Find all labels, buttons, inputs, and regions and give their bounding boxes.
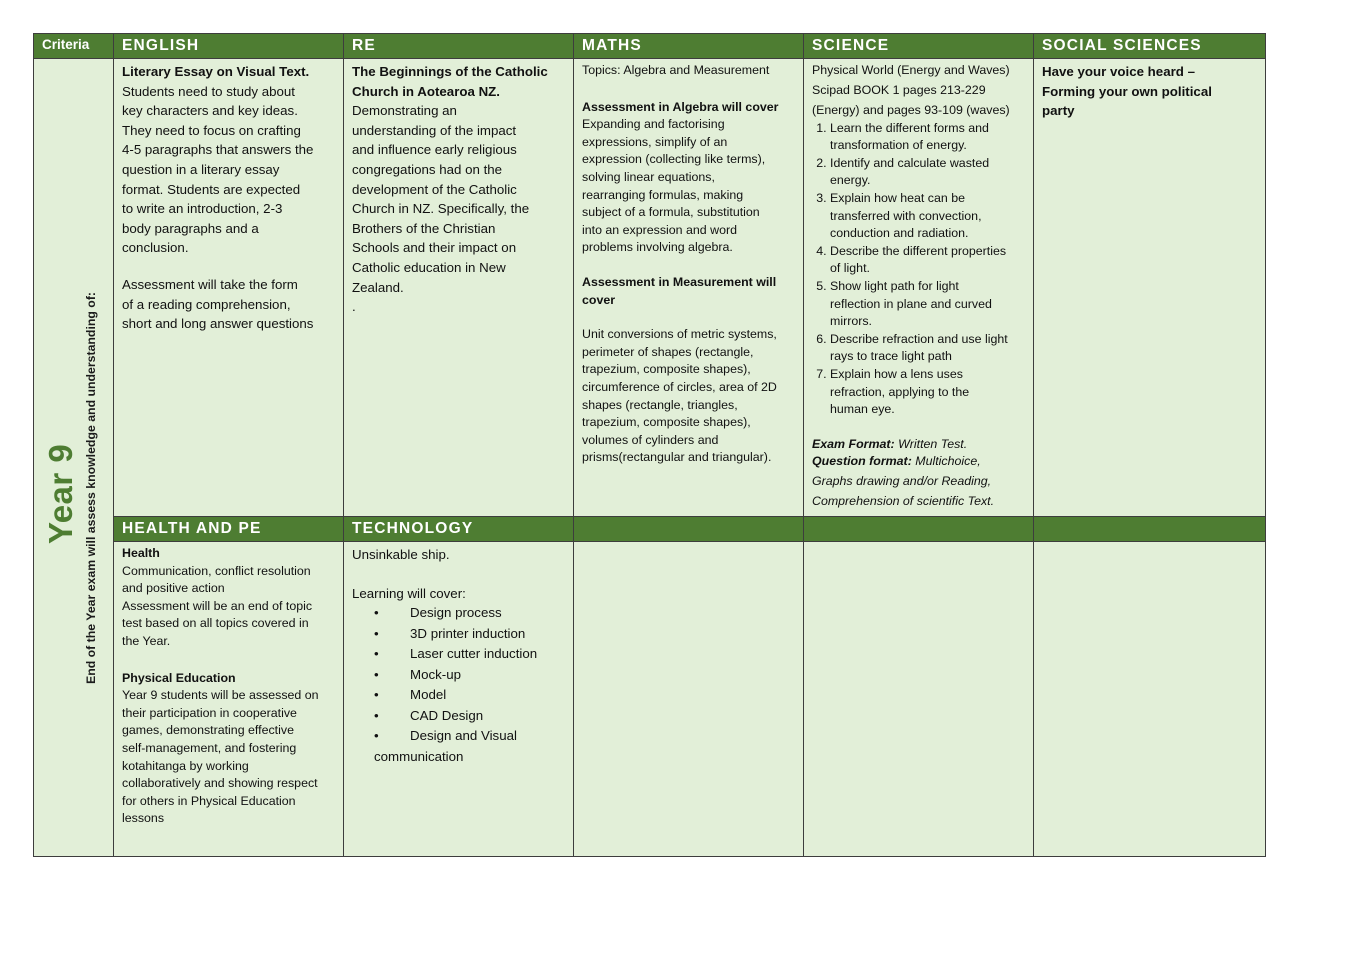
health-line: Communication, conflict resolution bbox=[122, 563, 311, 578]
list-item: • Model bbox=[374, 687, 447, 703]
science-cell bbox=[804, 59, 1034, 517]
english-line: Students need to study about bbox=[122, 83, 295, 99]
list-item: • Mock-up bbox=[374, 666, 461, 682]
re-line: Church in NZ. Specifically, the bbox=[352, 201, 530, 217]
empty-cell bbox=[1034, 542, 1266, 857]
list-item: 2. Identify and calculate wasted energy. bbox=[830, 155, 1025, 190]
health-line: test based on all topics covered in bbox=[122, 616, 309, 631]
maths-topics: Topics: Algebra and Measurement bbox=[582, 63, 770, 77]
english-assessment-line: short and long answer questions bbox=[122, 316, 314, 332]
social-title: Have your voice heard – bbox=[1042, 64, 1195, 79]
english-assessment-line: Assessment will take the form bbox=[122, 276, 298, 292]
re-line: Catholic education in New bbox=[352, 259, 506, 275]
pe-line: for others in Physical Education bbox=[122, 793, 296, 808]
english-line: to write an introduction, 2-3 bbox=[122, 201, 283, 217]
re-line: understanding of the impact bbox=[352, 122, 517, 138]
exam-overview-table bbox=[33, 33, 1266, 857]
english-line: 4-5 paragraphs that answers the bbox=[122, 142, 314, 158]
header-criteria: Criteria bbox=[34, 34, 114, 59]
maths-algebra-line: into an expression and word bbox=[582, 222, 737, 237]
header-health-pe: HEALTH AND PE bbox=[114, 517, 344, 542]
header-empty bbox=[574, 517, 804, 542]
list-item: • CAD Design bbox=[374, 707, 484, 723]
header-empty bbox=[1034, 517, 1266, 542]
technology-last-line: communication bbox=[374, 748, 464, 764]
maths-measurement-line: volumes of cylinders and bbox=[582, 432, 719, 447]
re-line: Demonstrating an bbox=[352, 103, 457, 119]
maths-algebra-line: problems involving algebra. bbox=[582, 240, 733, 255]
health-pe-cell bbox=[114, 542, 344, 857]
re-line: Schools and their impact on bbox=[352, 240, 517, 256]
pe-line: collaboratively and showing respect bbox=[122, 776, 318, 791]
english-assessment-line: of a reading comprehension, bbox=[122, 296, 291, 312]
technology-title: Unsinkable ship. bbox=[352, 547, 450, 562]
content-row-2 bbox=[34, 542, 1266, 857]
re-title: The Beginnings of the Catholic bbox=[352, 64, 548, 79]
science-exam-format: Exam Format: Written Test. bbox=[812, 436, 968, 451]
technology-list bbox=[352, 603, 565, 747]
science-title: Physical World (Energy and Waves) bbox=[812, 63, 1010, 77]
list-item: • Design process bbox=[374, 605, 502, 621]
re-line: development of the Catholic bbox=[352, 181, 517, 197]
re-line: Zealand. bbox=[352, 279, 404, 295]
year-label: Year 9 bbox=[42, 443, 79, 544]
empty-cell bbox=[574, 542, 804, 857]
list-item: 1. Learn the different forms and transformation of energy. bbox=[830, 120, 1025, 155]
maths-algebra-line: solving linear equations, bbox=[582, 169, 715, 184]
english-title: Literary Essay on Visual Text. bbox=[122, 64, 310, 79]
list-item: • Design and Visual bbox=[374, 728, 517, 744]
social-sciences-cell bbox=[1034, 59, 1266, 517]
re-dot: . bbox=[352, 299, 356, 315]
maths-cell bbox=[574, 59, 804, 517]
maths-measurement-line: perimeter of shapes (rectangle, bbox=[582, 344, 754, 359]
maths-measurement-line: shapes (rectangle, triangles, bbox=[582, 397, 738, 412]
maths-measurement-heading: cover bbox=[582, 292, 616, 307]
social-title: party bbox=[1042, 103, 1075, 119]
maths-algebra-heading: Assessment in Algebra will cover bbox=[582, 99, 779, 114]
technology-intro: Learning will cover: bbox=[352, 585, 466, 601]
list-item: 6. Describe refraction and use light rays to trace light path bbox=[830, 331, 1025, 366]
maths-algebra-line: Expanding and factorising bbox=[582, 117, 725, 132]
pe-line: lessons bbox=[122, 811, 165, 826]
header-technology: TECHNOLOGY bbox=[344, 517, 574, 542]
maths-algebra-line: rearranging formulas, making bbox=[582, 187, 744, 202]
list-item: 3. Explain how heat can be transferred with convection, conduction and radiation. bbox=[830, 190, 1025, 243]
english-line: format. Students are expected bbox=[122, 181, 301, 197]
re-line: congregations had on the bbox=[352, 161, 503, 177]
header-science: SCIENCE bbox=[804, 34, 1034, 59]
english-line: They need to focus on crafting bbox=[122, 122, 301, 138]
maths-algebra-line: expressions, simplify of an bbox=[582, 134, 728, 149]
re-line: Brothers of the Christian bbox=[352, 220, 496, 236]
header-social-sciences: SOCIAL SCIENCES bbox=[1034, 34, 1266, 59]
english-line: body paragraphs and a bbox=[122, 220, 259, 236]
english-line: key characters and key ideas. bbox=[122, 103, 298, 119]
list-item: • 3D printer induction bbox=[374, 625, 526, 641]
science-book-line: Scipad BOOK 1 pages 213-229 bbox=[812, 82, 986, 97]
header-re: RE bbox=[344, 34, 574, 59]
health-line: and positive action bbox=[122, 581, 225, 596]
pe-line: their participation in cooperative bbox=[122, 705, 297, 720]
maths-measurement-line: circumference of circles, area of 2D bbox=[582, 379, 777, 394]
header-english: ENGLISH bbox=[114, 34, 344, 59]
english-cell bbox=[114, 59, 344, 517]
health-heading: Health bbox=[122, 546, 160, 560]
list-item: 7. Explain how a lens uses refraction, applying to the human eye. bbox=[830, 366, 1025, 419]
header-maths: MATHS bbox=[574, 34, 804, 59]
re-cell bbox=[344, 59, 574, 517]
maths-measurement-line: trapezium, composite shapes), bbox=[582, 415, 751, 430]
pe-heading: Physical Education bbox=[122, 670, 236, 685]
list-item: 5. Show light path for light reflection in plane and curved mirrors. bbox=[830, 278, 1025, 331]
header-empty bbox=[804, 517, 1034, 542]
maths-algebra-line: expression (collecting like terms), bbox=[582, 152, 766, 167]
pe-line: games, demonstrating effective bbox=[122, 723, 294, 738]
pe-line: kotahitanga by working bbox=[122, 758, 249, 773]
science-book-line: (Energy) and pages 93-109 (waves) bbox=[812, 102, 1010, 117]
list-item: 4. Describe the different properties of light. bbox=[830, 243, 1025, 278]
health-line: the Year. bbox=[122, 633, 171, 648]
english-line: conclusion. bbox=[122, 240, 189, 256]
criteria-cell bbox=[34, 59, 114, 857]
pe-line: Year 9 students will be assessed on bbox=[122, 688, 319, 703]
content-row-1 bbox=[34, 59, 1266, 517]
english-line: question in a literary essay bbox=[122, 161, 280, 177]
science-objectives-list bbox=[812, 120, 1025, 419]
science-question-line: Comprehension of scientific Text. bbox=[812, 493, 995, 508]
header-row-2 bbox=[34, 517, 1266, 542]
maths-measurement-line: Unit conversions of metric systems, bbox=[582, 327, 777, 342]
list-item: • Laser cutter induction bbox=[374, 646, 538, 662]
criteria-note: End of the Year exam will assess knowledge and understanding of: bbox=[84, 291, 98, 684]
health-line: Assessment will be an end of topic bbox=[122, 598, 313, 613]
re-line: and influence early religious bbox=[352, 142, 517, 158]
science-question-line: Graphs drawing and/or Reading, bbox=[812, 473, 992, 488]
science-question-format: Question format: Multichoice, bbox=[812, 454, 981, 469]
maths-algebra-line: subject of a formula, substitution bbox=[582, 205, 760, 220]
maths-measurement-heading: Assessment in Measurement will bbox=[582, 274, 777, 289]
header-row bbox=[34, 34, 1266, 59]
maths-measurement-line: trapezium, composite shapes), bbox=[582, 362, 751, 377]
social-title: Forming your own political bbox=[1042, 83, 1212, 99]
re-title: Church in Aotearoa NZ. bbox=[352, 83, 500, 99]
technology-cell bbox=[344, 542, 574, 857]
empty-cell bbox=[804, 542, 1034, 857]
maths-measurement-line: prisms(rectangular and triangular). bbox=[582, 450, 772, 465]
pe-line: self-management, and fostering bbox=[122, 740, 297, 755]
